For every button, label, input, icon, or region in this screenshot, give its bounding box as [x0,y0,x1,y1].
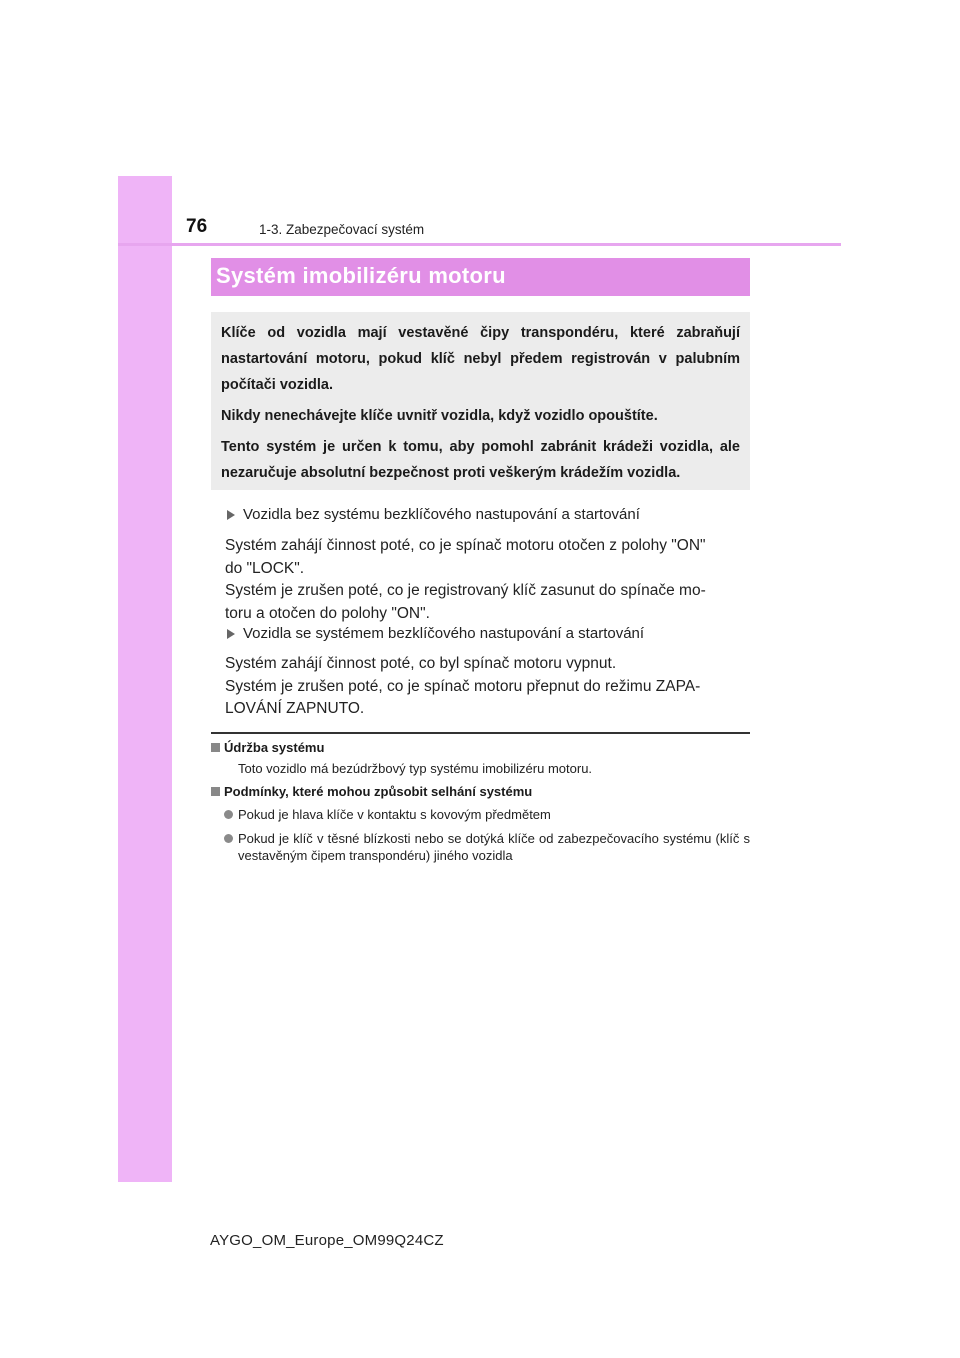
side-color-strip [118,176,172,1182]
section-heading-text: Vozidla se systémem bezklíčového nastupování a startování [243,625,645,642]
page-title: Systém imobilizéru motoru [216,263,506,288]
section-line: toru a otočen do polohy "ON". [225,604,430,622]
header-rule [118,243,841,246]
page-number: 76 [186,216,208,237]
triangle-bullet-icon [227,629,235,639]
section-line: Systém je zrušen poté, co je registrovaný klíč zasunut do spínače mo- [225,582,706,599]
section-line: Systém zahájí činnost poté, co byl spínač motoru vypnut. [225,655,617,672]
section-line: do "LOCK". [225,559,305,577]
footer-document-code: AYGO_OM_Europe_OM99Q24CZ [210,1232,444,1249]
intro-paragraph: Nikdy nenechávejte klíče uvnitř vozidla, když vozidlo opouštíte. [221,408,658,424]
note-heading-text: Podmínky, které mohou způsobit selhání systému [224,784,533,799]
note-bullet-item [211,806,750,823]
circle-bullet-icon [224,834,233,843]
note-bullet-text: Pokud je klíč v těsné blízkosti nebo se dotýká klíče od zabezpečovacího systému (klíč s vestavěným čipem transpondéru) jiného vozidla [238,831,750,863]
section-heading [225,504,750,526]
intro-paragraph: Tento systém je určen k tomu, aby pomohl zabránit krádeži vozidla, ale nezaručuje absolutní bezpečnost proti veškerým krádežím vozidla. [221,439,740,481]
note-heading-failure [211,783,750,800]
intro-box [211,312,750,490]
square-bullet-icon [211,743,220,752]
section-divider [211,732,750,734]
note-bullet-item [211,830,750,864]
section-line: Systém zahájí činnost poté, co je spínač motoru otočen z polohy "ON" [225,537,706,554]
section-line: LOVÁNÍ ZAPNUTO. [225,700,365,717]
circle-bullet-icon [224,810,233,819]
section-smart-key [225,623,750,721]
section-no-smart-key [225,504,750,625]
note-heading-maintenance [211,739,750,756]
intro-paragraph: Klíče od vozidla mají vestavěné čipy transpondéru, které zabraňují nastartování motoru, pokud klíč nebyl předem registrován v palubním počítači vozidla. [221,325,740,393]
notes-block [211,739,750,864]
note-heading-text: Údržba systému [224,740,325,755]
section-title: 1-3. Zabezpečovací systém [259,222,425,237]
section-heading [225,623,750,645]
section-line: Systém je zrušen poté, co je spínač motoru přepnut do režimu ZAPA- [225,677,701,695]
section-heading-text: Vozidla bez systému bezklíčového nastupování a startování [243,506,640,523]
note-text: Toto vozidlo má bezúdržbový typ systému imobilizéru motoru. [238,761,593,776]
note-bullet-text: Pokud je hlava klíče v kontaktu s kovovým předmětem [238,807,551,822]
triangle-bullet-icon [227,510,235,520]
square-bullet-icon [211,787,220,796]
